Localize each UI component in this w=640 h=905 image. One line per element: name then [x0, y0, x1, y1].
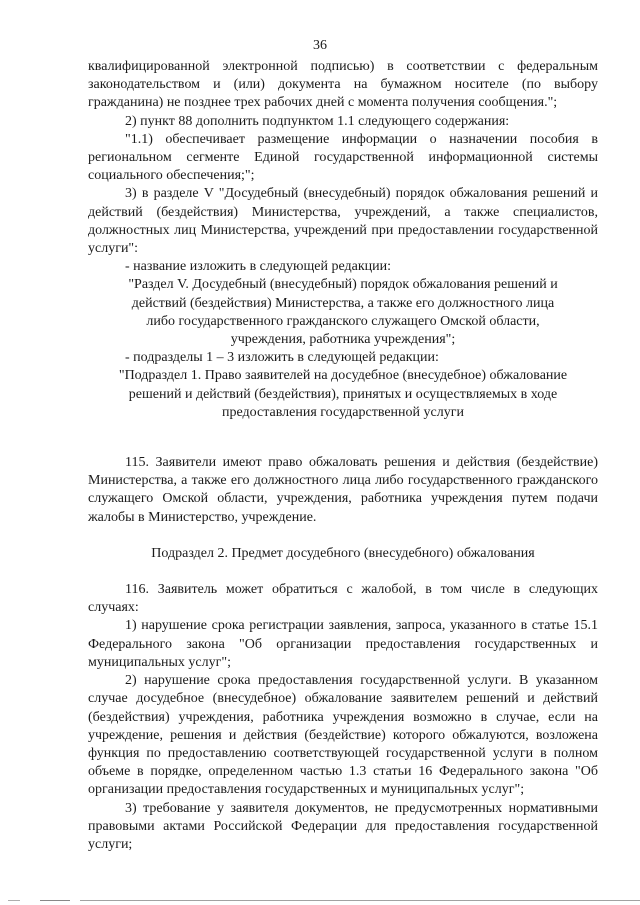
paragraph-subsections-instruction: - подразделы 1 – 3 изложить в следующей редакции: — [125, 350, 439, 366]
subsection-1-title-line-3: предоставления государственной услуги — [222, 404, 464, 420]
paragraph-continuation: квалифицированной электронной подписью) в соответствии с федеральным законодательством и (или) документа на бумажном носителе (по выбору гражданина) не позднее трех рабочих дней с момента получения сообщения."; — [88, 59, 598, 111]
paragraph-116-item-3: 3) требование у заявителя документов, не предусмотренных нормативными правовыми актами Российской Федерации для предоставления государственной услуги; — [88, 800, 598, 852]
section-title-line-1: "Раздел V. Досудебный (внесудебный) порядок обжалования решений и — [128, 277, 558, 293]
paragraph-116-item-2: 2) нарушение срока предоставления государственной услуги. В указанном случае досудебное (внесудебное) обжалование заявителем решений и действий (бездействия) учреждения, работника учреждения возможно в случае, если на учреждение, решения и действия (бездействие) которого обжалуются, возложена функция по предоставлению соответствующей государственной услуги в полном объеме в порядке, определенном частью 1.3 статьи 16 Федерального закона "Об организации предоставления государственных и муниципальных услуг"; — [88, 673, 598, 798]
paragraph-item-2: 2) пункт 88 дополнить подпунктом 1.1 следующего содержания: — [125, 113, 510, 129]
section-title-line-4: учреждения, работника учреждения"; — [230, 332, 456, 348]
paragraph-116-item-1: 1) нарушение срока регистрации заявления, запроса, указанного в статье 15.1 Федерального закона "Об организации предоставления государственных и муниципальных услуг"; — [88, 618, 598, 670]
subsection-2-title: Подраздел 2. Предмет досудебного (внесудебного) обжалования — [151, 545, 535, 561]
section-title-line-2: действий (бездействия) Министерства, а также его должностного лица — [131, 295, 555, 311]
paragraph-116: 116. Заявитель может обратиться с жалобой, в том числе в следующих случаях: — [88, 582, 598, 616]
page-number: 36 — [313, 38, 327, 53]
spacer — [88, 422, 598, 454]
section-title-line-3: либо государственного гражданского служащего Омской области, — [146, 313, 540, 329]
paragraph-title-instruction: - название изложить в следующей редакции: — [125, 259, 392, 275]
spacer — [88, 563, 598, 581]
document-body — [88, 58, 598, 854]
paragraph-item-3: 3) в разделе V "Досудебный (внесудебный) порядок обжалования решений и действий (бездействия) Министерства, учреждений, а также специалистов, должностных лиц Министерства, учреждений при предоставлении государственной услуги": — [88, 186, 598, 257]
paragraph-quote-1-1: "1.1) обеспечивает размещение информации о назначении пособия в региональном сегменте Единой государственной информационной системы социального обеспечения;"; — [88, 131, 598, 184]
subsection-1-title-line-2: решений и действий (бездействия), принятых и осуществляемых в ходе — [128, 386, 558, 402]
paragraph-115: 115. Заявители имеют право обжаловать решения и действия (бездействие) Министерства, а также его должностного лица либо государственного гражданского служащего Омской области, учреждения, работника учреждения путем подачи жалобы в Министерство, учреждение. — [88, 455, 598, 525]
scan-bottom-edge — [0, 900, 640, 901]
subsection-1-title-line-1: "Подраздел 1. Право заявителей на досудебное (внесудебное) обжалование — [118, 368, 568, 384]
spacer — [88, 527, 598, 545]
